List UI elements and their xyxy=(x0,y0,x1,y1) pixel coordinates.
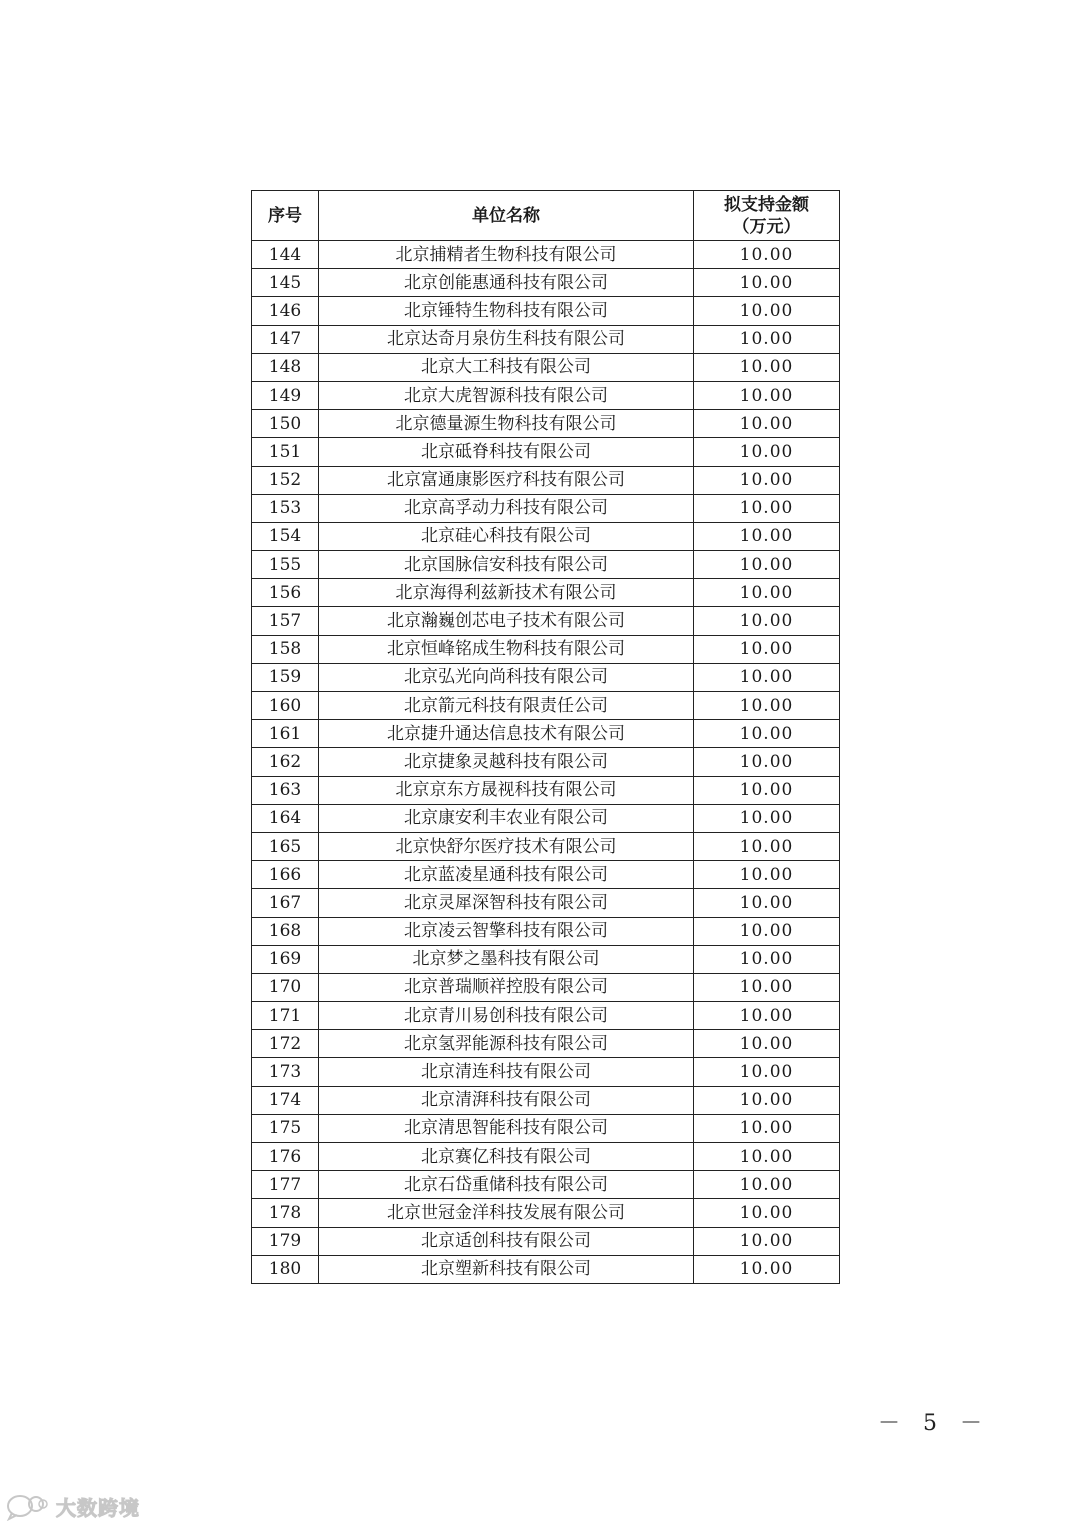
index-cell: 144 xyxy=(252,241,319,269)
company-name-cell: 北京砥脊科技有限公司 xyxy=(319,438,694,466)
index-cell: 151 xyxy=(252,438,319,466)
amount-cell: 10.00 xyxy=(694,1227,840,1255)
table-row xyxy=(252,635,840,663)
table-row xyxy=(252,1255,840,1283)
company-name-cell: 北京灵犀深智科技有限公司 xyxy=(319,889,694,917)
table-row xyxy=(252,381,840,409)
company-name-cell: 北京达奇月泉仿生科技有限公司 xyxy=(319,325,694,353)
table-row xyxy=(252,438,840,466)
company-name-cell: 北京凌云智擎科技有限公司 xyxy=(319,917,694,945)
table-row xyxy=(252,1086,840,1114)
amount-cell: 10.00 xyxy=(694,466,840,494)
amount-cell: 10.00 xyxy=(694,917,840,945)
index-cell: 174 xyxy=(252,1086,319,1114)
amount-cell: 10.00 xyxy=(694,579,840,607)
company-name-cell: 北京梦之墨科技有限公司 xyxy=(319,945,694,973)
amount-cell: 10.00 xyxy=(694,945,840,973)
table-row xyxy=(252,1114,840,1142)
index-cell: 147 xyxy=(252,325,319,353)
index-cell: 167 xyxy=(252,889,319,917)
amount-cell: 10.00 xyxy=(694,325,840,353)
amount-cell: 10.00 xyxy=(694,663,840,691)
amount-cell: 10.00 xyxy=(694,635,840,663)
company-name-cell: 北京硅心科技有限公司 xyxy=(319,522,694,550)
company-name-cell: 北京普瑞顺祥控股有限公司 xyxy=(319,973,694,1001)
index-cell: 176 xyxy=(252,1143,319,1171)
company-name-cell: 北京弘光向尚科技有限公司 xyxy=(319,663,694,691)
index-cell: 161 xyxy=(252,720,319,748)
amount-cell: 10.00 xyxy=(694,1143,840,1171)
table-row xyxy=(252,692,840,720)
amount-cell: 10.00 xyxy=(694,1171,840,1199)
index-cell: 162 xyxy=(252,748,319,776)
company-name-cell: 北京赛亿科技有限公司 xyxy=(319,1143,694,1171)
amount-cell: 10.00 xyxy=(694,1255,840,1283)
company-name-cell: 北京国脉信安科技有限公司 xyxy=(319,551,694,579)
company-name-cell: 北京世冠金洋科技发展有限公司 xyxy=(319,1199,694,1227)
table-row xyxy=(252,522,840,550)
company-name-cell: 北京蓝凌星通科技有限公司 xyxy=(319,861,694,889)
table-row xyxy=(252,551,840,579)
company-name-cell: 北京适创科技有限公司 xyxy=(319,1227,694,1255)
table-row xyxy=(252,1002,840,1030)
table-row xyxy=(252,889,840,917)
index-cell: 153 xyxy=(252,494,319,522)
amount-cell: 10.00 xyxy=(694,438,840,466)
index-cell: 170 xyxy=(252,973,319,1001)
amount-cell: 10.00 xyxy=(694,410,840,438)
index-cell: 155 xyxy=(252,551,319,579)
amount-cell: 10.00 xyxy=(694,720,840,748)
table-row xyxy=(252,973,840,1001)
table-row xyxy=(252,297,840,325)
index-cell: 145 xyxy=(252,269,319,297)
header-amount-unit: （万元） xyxy=(732,216,801,237)
company-name-cell: 北京高孚动力科技有限公司 xyxy=(319,494,694,522)
table-row xyxy=(252,353,840,381)
amount-cell: 10.00 xyxy=(694,522,840,550)
chat-bubble-icon xyxy=(6,1493,50,1521)
table-row xyxy=(252,832,840,860)
index-cell: 160 xyxy=(252,692,319,720)
table-row xyxy=(252,945,840,973)
amount-cell: 10.00 xyxy=(694,353,840,381)
index-cell: 177 xyxy=(252,1171,319,1199)
index-cell: 163 xyxy=(252,776,319,804)
header-amount-label: 拟支持金额 xyxy=(724,194,809,215)
amount-cell: 10.00 xyxy=(694,1058,840,1086)
index-cell: 178 xyxy=(252,1199,319,1227)
company-name-cell: 北京瀚巍创芯电子技术有限公司 xyxy=(319,607,694,635)
company-name-cell: 北京海得利兹新技术有限公司 xyxy=(319,579,694,607)
header-amount xyxy=(694,191,840,241)
table-row xyxy=(252,241,840,269)
table-row xyxy=(252,917,840,945)
index-cell: 166 xyxy=(252,861,319,889)
amount-cell: 10.00 xyxy=(694,381,840,409)
company-name-cell: 北京氢羿能源科技有限公司 xyxy=(319,1030,694,1058)
company-name-cell: 北京快舒尔医疗技术有限公司 xyxy=(319,832,694,860)
index-cell: 149 xyxy=(252,381,319,409)
index-cell: 150 xyxy=(252,410,319,438)
company-name-cell: 北京京东方晟视科技有限公司 xyxy=(319,776,694,804)
table-row xyxy=(252,1199,840,1227)
index-cell: 179 xyxy=(252,1227,319,1255)
amount-cell: 10.00 xyxy=(694,804,840,832)
amount-cell: 10.00 xyxy=(694,748,840,776)
company-name-cell: 北京大虎智源科技有限公司 xyxy=(319,381,694,409)
table-row xyxy=(252,720,840,748)
amount-cell: 10.00 xyxy=(694,1030,840,1058)
header-row xyxy=(252,191,840,241)
index-cell: 168 xyxy=(252,917,319,945)
table-row xyxy=(252,325,840,353)
amount-cell: 10.00 xyxy=(694,607,840,635)
company-name-cell: 北京石岱重储科技有限公司 xyxy=(319,1171,694,1199)
amount-cell: 10.00 xyxy=(694,1086,840,1114)
index-cell: 172 xyxy=(252,1030,319,1058)
amount-cell: 10.00 xyxy=(694,241,840,269)
index-cell: 157 xyxy=(252,607,319,635)
company-name-cell: 北京捷升通达信息技术有限公司 xyxy=(319,720,694,748)
table-row xyxy=(252,607,840,635)
table-row xyxy=(252,410,840,438)
company-name-cell: 北京德量源生物科技有限公司 xyxy=(319,410,694,438)
watermark-text: 大数跨境 xyxy=(56,1496,140,1520)
table-row xyxy=(252,494,840,522)
index-cell: 175 xyxy=(252,1114,319,1142)
table-row xyxy=(252,1058,840,1086)
company-name-cell: 北京富通康影医疗科技有限公司 xyxy=(319,466,694,494)
table-header xyxy=(252,191,840,241)
company-name-cell: 北京康安利丰农业有限公司 xyxy=(319,804,694,832)
index-cell: 148 xyxy=(252,353,319,381)
index-cell: 180 xyxy=(252,1255,319,1283)
amount-cell: 10.00 xyxy=(694,1114,840,1142)
company-name-cell: 北京创能惠通科技有限公司 xyxy=(319,269,694,297)
index-cell: 154 xyxy=(252,522,319,550)
amount-cell: 10.00 xyxy=(694,1002,840,1030)
table-row xyxy=(252,776,840,804)
header-company-name: 单位名称 xyxy=(319,191,694,241)
table-row xyxy=(252,1030,840,1058)
support-list-table xyxy=(251,190,840,1284)
index-cell: 146 xyxy=(252,297,319,325)
index-cell: 165 xyxy=(252,832,319,860)
table-row xyxy=(252,269,840,297)
index-cell: 159 xyxy=(252,663,319,691)
company-name-cell: 北京箭元科技有限责任公司 xyxy=(319,692,694,720)
company-name-cell: 北京捕精者生物科技有限公司 xyxy=(319,241,694,269)
company-name-cell: 北京锤特生物科技有限公司 xyxy=(319,297,694,325)
table-body xyxy=(252,241,840,1284)
table-row xyxy=(252,1143,840,1171)
amount-cell: 10.00 xyxy=(694,861,840,889)
index-cell: 158 xyxy=(252,635,319,663)
amount-cell: 10.00 xyxy=(694,889,840,917)
index-cell: 156 xyxy=(252,579,319,607)
table-row xyxy=(252,748,840,776)
company-name-cell: 北京恒峰铭成生物科技有限公司 xyxy=(319,635,694,663)
company-name-cell: 北京清湃科技有限公司 xyxy=(319,1086,694,1114)
table-row xyxy=(252,663,840,691)
index-cell: 173 xyxy=(252,1058,319,1086)
amount-cell: 10.00 xyxy=(694,832,840,860)
watermark xyxy=(6,1492,140,1521)
amount-cell: 10.00 xyxy=(694,269,840,297)
company-name-cell: 北京清连科技有限公司 xyxy=(319,1058,694,1086)
company-name-cell: 北京大工科技有限公司 xyxy=(319,353,694,381)
table-row xyxy=(252,1171,840,1199)
index-cell: 169 xyxy=(252,945,319,973)
table-row xyxy=(252,579,840,607)
amount-cell: 10.00 xyxy=(694,973,840,1001)
page-number: － 5 － xyxy=(878,1411,990,1436)
amount-cell: 10.00 xyxy=(694,297,840,325)
amount-cell: 10.00 xyxy=(694,494,840,522)
company-name-cell: 北京清思智能科技有限公司 xyxy=(319,1114,694,1142)
company-name-cell: 北京捷象灵越科技有限公司 xyxy=(319,748,694,776)
table-row xyxy=(252,466,840,494)
index-cell: 164 xyxy=(252,804,319,832)
table-row xyxy=(252,861,840,889)
company-name-cell: 北京塑新科技有限公司 xyxy=(319,1255,694,1283)
index-cell: 171 xyxy=(252,1002,319,1030)
amount-cell: 10.00 xyxy=(694,551,840,579)
amount-cell: 10.00 xyxy=(694,776,840,804)
table-row xyxy=(252,804,840,832)
header-index: 序号 xyxy=(252,191,319,241)
table-row xyxy=(252,1227,840,1255)
index-cell: 152 xyxy=(252,466,319,494)
amount-cell: 10.00 xyxy=(694,1199,840,1227)
amount-cell: 10.00 xyxy=(694,692,840,720)
company-name-cell: 北京青川易创科技有限公司 xyxy=(319,1002,694,1030)
